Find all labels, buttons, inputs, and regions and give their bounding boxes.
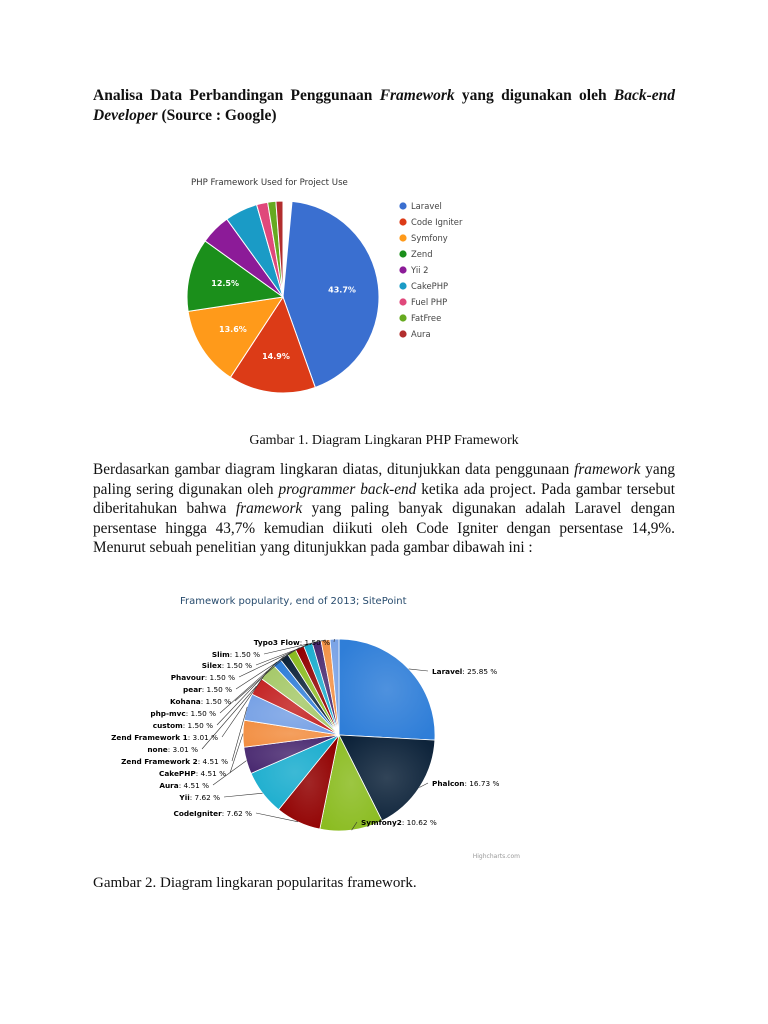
paragraph-italic: framework <box>235 500 303 517</box>
figure-1-caption: Gambar 1. Diagram Lingkaran PHP Framework <box>249 433 519 448</box>
legend-item-yii-2: Yii 2 <box>411 265 429 275</box>
pie-data-label: 43.7% <box>328 285 356 295</box>
legend-marker <box>399 314 406 321</box>
data-label-php-mvc: php-mvc: 1.50 % <box>150 709 216 718</box>
data-label-phavour: Phavour: 1.50 % <box>170 673 235 682</box>
data-label-custom: custom: 1.50 % <box>152 721 213 730</box>
legend-marker <box>399 234 406 241</box>
paragraph-text: Berdasarkan gambar diagram lingkaran diatas, ditunjukkan data penggunaan <box>93 461 575 478</box>
legend-marker <box>399 218 406 225</box>
data-label-typo3-flow: Typo3 Flow: 1.50 % <box>253 638 330 647</box>
paragraph-text: ketika ada project. Pada gambar tersebut diberitahukan bahwa <box>93 480 675 517</box>
paragraph-italic: programmer back-end <box>278 480 417 498</box>
connector-line <box>409 669 428 671</box>
chart-title: Framework popularity, end of 2013; SitePoint <box>180 596 407 607</box>
data-label-symfony2: Symfony2: 10.62 % <box>361 818 437 827</box>
figure-2-pie-chart <box>92 590 524 862</box>
legend-item-zend: Zend <box>411 249 433 259</box>
legend-item-symfony: Symfony <box>411 233 448 243</box>
chart-title: PHP Framework Used for Project Use <box>191 178 348 188</box>
data-label-none: none: 3.01 % <box>147 745 198 754</box>
figure-2-caption: Gambar 2. Diagram lingkaran popularitas framework. <box>93 875 417 891</box>
legend-item-fuel-php: Fuel PHP <box>411 297 448 307</box>
connector-line <box>230 734 243 773</box>
heading-italic: Back-end Developer <box>93 87 675 124</box>
paragraph-italic: framework <box>574 461 641 478</box>
legend-marker <box>399 250 406 257</box>
legend-item-code-igniter: Code Igniter <box>411 217 463 227</box>
legend-item-laravel: Laravel <box>411 201 442 211</box>
legend-marker <box>399 202 406 209</box>
heading-text: yang digunakan oleh <box>454 87 614 104</box>
data-label-silex: Silex: 1.50 % <box>201 661 252 670</box>
data-label-zend-framework-2: Zend Framework 2: 4.51 % <box>121 757 228 766</box>
legend-marker <box>399 282 406 289</box>
paragraph-text: yang paling banyak digunakan adalah Laravel dengan persentase hingga 43,7% kemudian diikuti oleh Code Igniter dengan persentase 14,9%. Menurut sebuah penelitian yang ditunjukkan pada gambar dibawah ini : <box>93 500 675 556</box>
data-label-zend-framework-1: Zend Framework 1: 3.01 % <box>111 733 218 742</box>
connector-line <box>224 793 263 797</box>
document-heading <box>93 86 675 126</box>
pie-data-label: 12.5% <box>211 279 240 289</box>
figure-1-pie-chart <box>185 168 480 408</box>
legend-marker <box>399 330 406 337</box>
data-label-codeigniter: CodeIgniter: 7.62 % <box>173 809 252 818</box>
chart-credit: Highcharts.com <box>472 853 520 860</box>
legend-item-fatfree: FatFree <box>411 313 442 323</box>
data-label-phalcon: Phalcon: 16.73 % <box>432 779 500 788</box>
data-label-kohana: Kohana: 1.50 % <box>169 697 231 706</box>
legend-item-cakephp: CakePHP <box>411 281 449 291</box>
heading-text: Analisa Data Perbandingan Penggunaan <box>93 87 380 104</box>
pie-data-label: 14.9% <box>262 352 290 362</box>
pie-data-label: 13.6% <box>219 325 247 335</box>
legend-item-aura: Aura <box>411 329 431 339</box>
body-paragraph <box>93 460 675 558</box>
data-label-pear: pear: 1.50 % <box>183 685 232 694</box>
data-label-yii: Yii: 7.62 % <box>179 793 220 802</box>
data-label-laravel: Laravel: 25.85 % <box>432 667 498 676</box>
legend-marker <box>399 298 406 305</box>
pie-slice-laravel <box>339 639 435 740</box>
data-label-slim: Slim: 1.50 % <box>211 650 260 659</box>
heading-text: (Source : Google) <box>157 107 277 124</box>
data-label-aura: Aura: 4.51 % <box>159 781 209 790</box>
data-label-cakephp: CakePHP: 4.51 % <box>159 769 226 778</box>
heading-italic: Framework <box>379 87 455 104</box>
legend-marker <box>399 266 406 273</box>
paragraph-text: yang paling sering digunakan oleh <box>93 461 676 498</box>
